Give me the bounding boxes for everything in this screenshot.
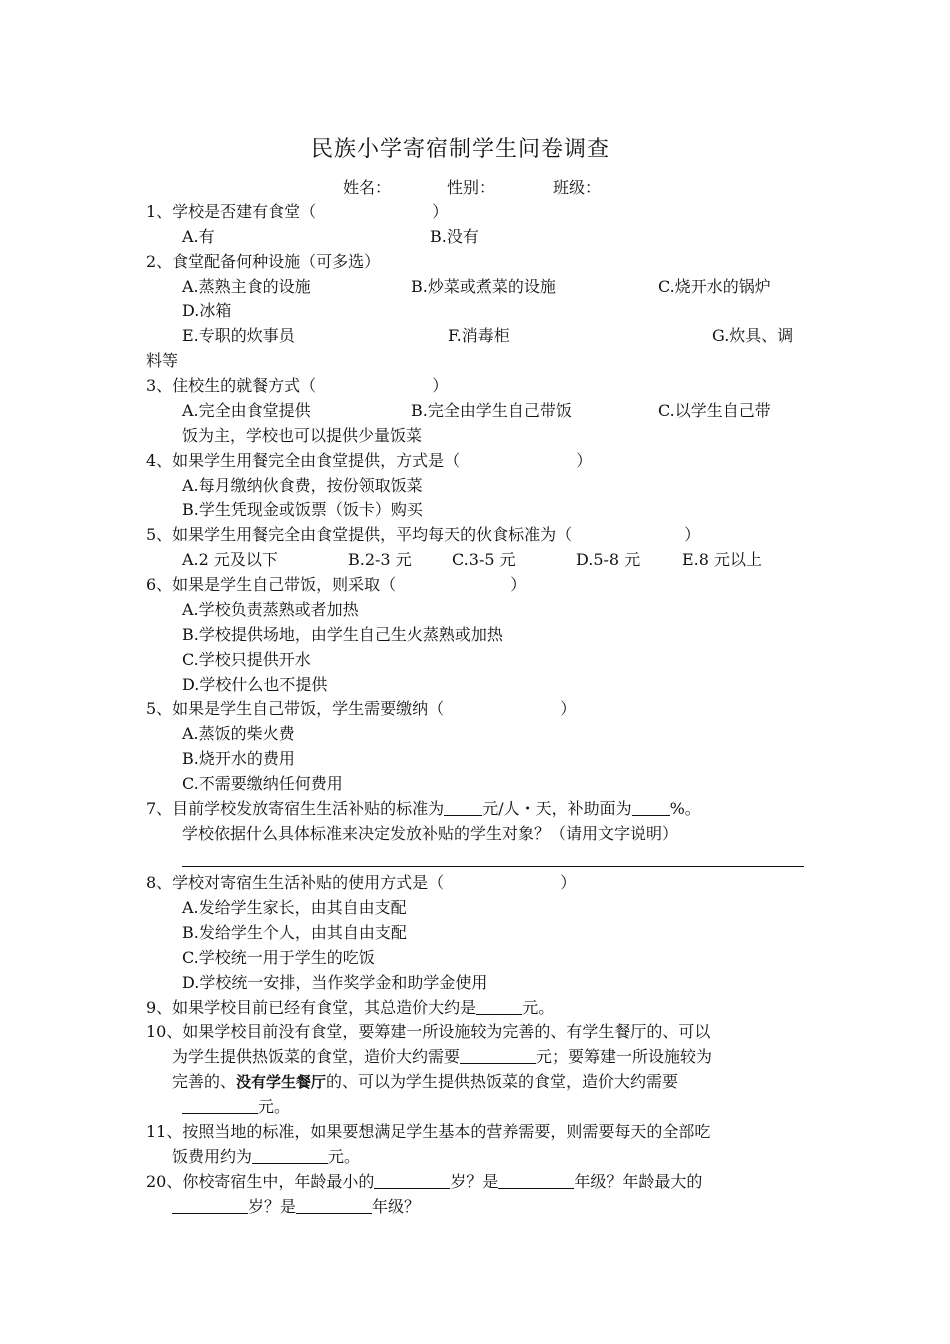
q1-option-b: B.没有 <box>430 227 479 246</box>
q5-option-a: A.2 元及以下 <box>182 550 278 569</box>
q20-blank-min-age[interactable] <box>374 1172 450 1189</box>
q10-blank-cost-with-hall[interactable] <box>460 1047 536 1064</box>
q20-blank-max-grade[interactable] <box>296 1197 372 1214</box>
q11-line-2: 饭费用约为 元。 <box>172 1147 361 1166</box>
question-5b: 5、如果是学生自己带饭，学生需要缴纳（ ） <box>146 699 577 718</box>
question-2: 2、食堂配备何种设施（可多选） <box>146 252 381 271</box>
question-1-text: 1、学校是否建有食堂（ <box>146 202 317 221</box>
q20-line-2: 岁？是 年级？ <box>172 1197 420 1217</box>
q10-blank-cost-without-hall[interactable] <box>182 1097 258 1114</box>
name-field-label: 姓名： <box>343 178 392 197</box>
q5b-option-a: A.蒸饭的柴火费 <box>182 724 295 743</box>
q2-option-f: F.消毒柜 <box>448 326 510 345</box>
q2-option-d: D.冰箱 <box>182 301 232 320</box>
q5-option-d: D.5-8 元 <box>576 550 641 569</box>
q10-line-2: 为学生提供热饭菜的食堂，造价大约需要 元；要筹建一所设施较为 <box>172 1047 713 1066</box>
q20-blank-min-grade[interactable] <box>498 1172 574 1189</box>
q4-option-b: B.学生凭现金或饭票（饭卡）购买 <box>182 500 423 519</box>
q3-option-b: B.完全由学生自己带饭 <box>411 401 572 420</box>
q2-option-g-continued: 料等 <box>146 351 179 370</box>
class-field-label: 班级： <box>553 178 602 197</box>
question-1: 1、学校是否建有食堂（ ） <box>146 202 449 221</box>
question-9: 9、如果学校目前已经有食堂，其总造价大约是 元。 <box>146 998 555 1017</box>
q10-line-3: 完善的、没有学生餐厅的、可以为学生提供热饭菜的食堂，造价大约需要 <box>172 1072 679 1091</box>
question-8: 8、学校对寄宿生生活补贴的使用方式是（ ） <box>146 873 577 892</box>
q8-option-d: D.学校统一安排，当作奖学金和助学金使用 <box>182 973 488 992</box>
question-5: 5、如果学生用餐完全由食堂提供，平均每天的伙食标准为（ ） <box>146 525 701 544</box>
q8-option-a: A.发给学生家长，由其自由支配 <box>182 898 407 917</box>
q2-option-g: G.炊具、调 <box>712 326 794 345</box>
question-10: 10、如果学校目前没有食堂，要筹建一所设施较为完善的、有学生餐厅的、可以 <box>146 1022 711 1041</box>
q5-option-e: E.8 元以上 <box>682 550 763 569</box>
q2-option-e: E.专职的炊事员 <box>182 326 295 345</box>
q8-option-b: B.发给学生个人，由其自由支配 <box>182 923 407 942</box>
q1-option-a: A.有 <box>182 227 215 246</box>
q2-option-c: C.烧开水的锅炉 <box>658 277 771 296</box>
q7-blank-standard[interactable] <box>444 799 482 816</box>
q11-blank-meal-cost[interactable] <box>252 1147 328 1164</box>
q2-option-a: A.蒸熟主食的设施 <box>182 277 311 296</box>
q7-blank-percent[interactable] <box>632 799 670 816</box>
q3-option-c: C.以学生自己带 <box>658 401 771 420</box>
question-20: 20、你校寄宿生中，年龄最小的 岁？是 年级？年龄最大的 <box>146 1172 703 1191</box>
q10-emphasis: 没有学生餐厅 <box>236 1073 327 1091</box>
q9-blank-cost[interactable] <box>476 998 522 1015</box>
question-4: 4、如果学生用餐完全由食堂提供，方式是（ ） <box>146 451 593 470</box>
question-3: 3、住校生的就餐方式（ ） <box>146 376 449 395</box>
q2-option-b: B.炒菜或煮菜的设施 <box>411 277 556 296</box>
q3-option-a: A.完全由食堂提供 <box>182 401 311 420</box>
q6-option-b: B.学校提供场地，由学生自己生火蒸熟或加热 <box>182 625 503 644</box>
q4-option-a: A.每月缴纳伙食费，按份领取饭菜 <box>182 476 423 495</box>
q20-blank-max-age[interactable] <box>172 1197 248 1214</box>
q6-option-d: D.学校什么也不提供 <box>182 675 328 694</box>
q5-option-c: C.3-5 元 <box>452 550 516 569</box>
question-7: 7、目前学校发放寄宿生生活补贴的标准为 元/人・天，补助面为 %。 <box>146 799 701 818</box>
question-6: 6、如果是学生自己带饭，则采取（ ） <box>146 575 527 594</box>
q5b-option-b: B.烧开水的费用 <box>182 749 295 768</box>
q5-option-b: B.2-3 元 <box>348 550 412 569</box>
page-title: 民族小学寄宿制学生问卷调查 <box>311 137 611 162</box>
q6-option-c: C.学校只提供开水 <box>182 650 311 669</box>
question-11: 11、按照当地的标准，如果要想满足学生基本的营养需要，则需要每天的全部吃 <box>146 1122 711 1141</box>
q7-answer-line[interactable] <box>182 866 804 867</box>
q6-option-a: A.学校负责蒸熟或者加热 <box>182 600 359 619</box>
q10-line-4: 元。 <box>182 1097 290 1117</box>
q3-option-c-continued: 饭为主，学校也可以提供少量饭菜 <box>182 426 423 445</box>
q5b-option-c: C.不需要缴纳任何费用 <box>182 774 343 793</box>
gender-field-label: 性别： <box>447 178 496 197</box>
q8-option-c: C.学校统一用于学生的吃饭 <box>182 948 375 967</box>
q7-line-2: 学校依据什么具体标准来决定发放补贴的学生对象？（请用文字说明） <box>182 824 679 843</box>
